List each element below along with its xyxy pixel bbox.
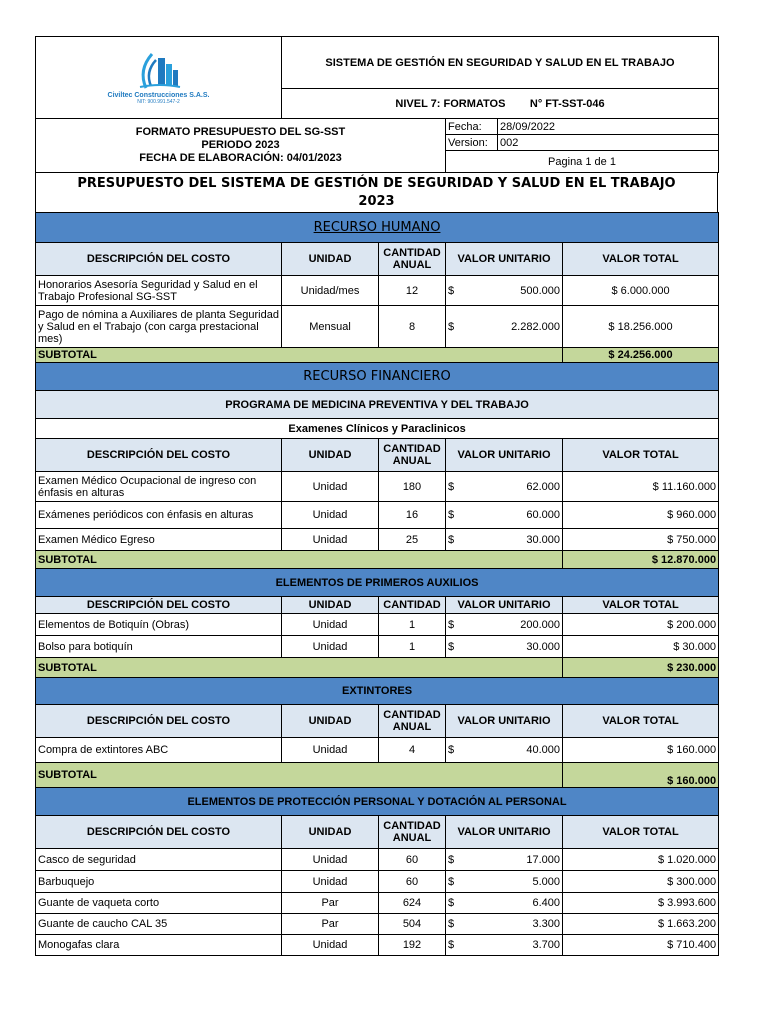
- budget-sheet: [35, 36, 718, 956]
- subprogram-title: Examenes Clínicos y Paraclinicos: [36, 419, 719, 439]
- row-total: $ 1.663.200: [563, 914, 719, 935]
- currency-sign: $: [448, 897, 455, 909]
- row-total: $ 750.000: [563, 529, 719, 551]
- currency-sign: $: [448, 853, 455, 866]
- section-extintores: EXTINTORES: [36, 678, 719, 705]
- format-period: PERIODO 2023: [201, 139, 280, 151]
- unit-value-amount: 500.000: [520, 284, 560, 297]
- col-unit-value: VALOR UNITARIO: [446, 439, 563, 472]
- row-total: $ 960.000: [563, 502, 719, 529]
- row-unit-value: [446, 472, 563, 502]
- row-qty: 25: [379, 529, 446, 551]
- main-title-line2: 2023: [358, 193, 395, 209]
- unit-value-amount: 5.000: [532, 875, 560, 888]
- col-total: VALOR TOTAL: [563, 705, 719, 738]
- currency-sign: $: [448, 284, 455, 297]
- row-unit-value: [446, 871, 563, 893]
- row-total: $ 710.400: [563, 935, 719, 956]
- format-elaboration: FECHA DE ELABORACIÓN: 04/01/2023: [139, 152, 342, 164]
- row-unit: Unidad: [282, 614, 379, 636]
- currency-sign: $: [448, 618, 455, 631]
- col-unit: UNIDAD: [282, 705, 379, 738]
- subtotal-row: [36, 348, 719, 363]
- row-desc: Bolso para botiquín: [36, 636, 282, 658]
- unit-value-amount: 2.282.000: [511, 320, 560, 333]
- row-desc: Exámenes periódicos con énfasis en alturas: [36, 502, 282, 529]
- row-unit-value: [446, 738, 563, 763]
- level-code: [282, 89, 719, 119]
- unit-value-amount: 30.000: [526, 533, 560, 546]
- subtotal-row: [36, 658, 719, 678]
- currency-sign: $: [448, 480, 455, 493]
- format-code: N° FT-SST-046: [529, 97, 605, 110]
- col-unit: UNIDAD: [282, 816, 379, 849]
- row-desc: Guante de vaqueta corto: [36, 893, 282, 914]
- table-row: [36, 935, 719, 956]
- col-qty: CANTIDAD ANUAL: [379, 439, 446, 472]
- row-desc: Examen Médico Egreso: [36, 529, 282, 551]
- main-title-cell: [36, 173, 718, 213]
- subtotal-value: $ 230.000: [563, 658, 719, 678]
- row-total: $ 200.000: [563, 614, 719, 636]
- row-qty: 8: [379, 306, 446, 348]
- currency-sign: $: [448, 320, 455, 333]
- version-label: Version:: [446, 135, 498, 151]
- unit-value-amount: 3.300: [532, 918, 560, 930]
- row-qty: 504: [379, 914, 446, 935]
- unit-value-amount: 30.000: [526, 640, 560, 653]
- page-indicator: Pagina 1 de 1: [446, 151, 719, 173]
- table-row: [36, 306, 719, 348]
- col-qty: CANTIDAD ANUAL: [379, 816, 446, 849]
- unit-value-amount: 60.000: [526, 509, 560, 521]
- col-desc: DESCRIPCIÓN DEL COSTO: [36, 705, 282, 738]
- main-title-line1: PRESUPUESTO DEL SISTEMA DE GESTIÓN DE SEGURIDAD Y SALUD EN EL TRABAJO: [77, 175, 676, 191]
- row-unit-value: [446, 306, 563, 348]
- unit-value-amount: 6.400: [532, 897, 560, 909]
- col-unit-value: VALOR UNITARIO: [446, 816, 563, 849]
- currency-sign: $: [448, 533, 455, 546]
- col-unit: UNIDAD: [282, 243, 379, 276]
- col-total: VALOR TOTAL: [563, 597, 719, 614]
- col-unit: UNIDAD: [282, 597, 379, 614]
- row-unit: Unidad: [282, 472, 379, 502]
- row-total: $ 30.000: [563, 636, 719, 658]
- company-name: Civiltec Construcciones S.A.S.: [107, 92, 210, 99]
- row-desc: Barbuquejo: [36, 871, 282, 893]
- table-row: [36, 502, 719, 529]
- col-desc: DESCRIPCIÓN DEL COSTO: [36, 816, 282, 849]
- row-unit: Unidad: [282, 502, 379, 529]
- row-unit: Unidad: [282, 738, 379, 763]
- table-row: [36, 738, 719, 763]
- subtotal-label: SUBTOTAL: [36, 763, 563, 788]
- col-total: VALOR TOTAL: [563, 439, 719, 472]
- format-info: [35, 118, 719, 173]
- subtotal-row: [36, 763, 719, 788]
- row-desc: Monogafas clara: [36, 935, 282, 956]
- table-row: [36, 914, 719, 935]
- section-primeros-auxilios: ELEMENTOS DE PRIMEROS AUXILIOS: [36, 569, 719, 597]
- row-desc: Examen Médico Ocupacional de ingreso con énfasis en alturas: [36, 472, 282, 502]
- col-unit: UNIDAD: [282, 439, 379, 472]
- row-qty: 192: [379, 935, 446, 956]
- row-unit: Par: [282, 893, 379, 914]
- row-qty: 624: [379, 893, 446, 914]
- row-unit: Unidad: [282, 529, 379, 551]
- row-qty: 60: [379, 849, 446, 871]
- row-desc: Compra de extintores ABC: [36, 738, 282, 763]
- budget-table: [35, 212, 719, 956]
- row-qty: 16: [379, 502, 446, 529]
- currency-sign: $: [448, 509, 455, 521]
- subtotal-row: [36, 551, 719, 569]
- building-logo-icon: [136, 50, 182, 90]
- table-row: [36, 529, 719, 551]
- row-unit-value: [446, 893, 563, 914]
- row-qty: 1: [379, 636, 446, 658]
- row-desc: Guante de caucho CAL 35: [36, 914, 282, 935]
- fecha-label: Fecha:: [446, 119, 498, 135]
- currency-sign: $: [448, 918, 455, 930]
- format-title: FORMATO PRESUPUESTO DEL SG-SST: [135, 126, 346, 138]
- subtotal-label: SUBTOTAL: [36, 551, 563, 569]
- table-row: [36, 849, 719, 871]
- currency-sign: $: [448, 875, 455, 888]
- row-desc: Elementos de Botiquín (Obras): [36, 614, 282, 636]
- row-qty: 1: [379, 614, 446, 636]
- company-logo: [36, 37, 282, 119]
- row-total: $ 1.020.000: [563, 849, 719, 871]
- row-total: $ 18.256.000: [563, 306, 719, 348]
- main-title: [35, 172, 718, 213]
- row-total: $ 300.000: [563, 871, 719, 893]
- row-total: $ 3.993.600: [563, 893, 719, 914]
- subtotal-value: $ 24.256.000: [563, 348, 719, 363]
- program-title: PROGRAMA DE MEDICINA PREVENTIVA Y DEL TRABAJO: [36, 391, 719, 419]
- col-qty: CANTIDAD ANUAL: [379, 705, 446, 738]
- col-qty: CANTIDAD: [379, 597, 446, 614]
- subtotal-label: SUBTOTAL: [36, 348, 563, 363]
- row-unit-value: [446, 849, 563, 871]
- row-total: $ 11.160.000: [563, 472, 719, 502]
- row-desc: Casco de seguridad: [36, 849, 282, 871]
- col-desc: DESCRIPCIÓN DEL COSTO: [36, 597, 282, 614]
- row-unit: Unidad: [282, 636, 379, 658]
- company-nit: NIT: 900.991.547-2: [137, 99, 180, 105]
- col-unit-value: VALOR UNITARIO: [446, 243, 563, 276]
- row-unit-value: [446, 935, 563, 956]
- table-row: [36, 472, 719, 502]
- row-unit: Unidad: [282, 935, 379, 956]
- row-qty: 12: [379, 276, 446, 306]
- col-unit-value: VALOR UNITARIO: [446, 705, 563, 738]
- col-desc: DESCRIPCIÓN DEL COSTO: [36, 439, 282, 472]
- section-recurso-financiero: RECURSO FINANCIERO: [36, 363, 719, 391]
- table-row: [36, 893, 719, 914]
- unit-value-amount: 40.000: [526, 744, 560, 756]
- row-qty: 60: [379, 871, 446, 893]
- row-unit-value: [446, 636, 563, 658]
- table-row: [36, 871, 719, 893]
- col-desc: DESCRIPCIÓN DEL COSTO: [36, 243, 282, 276]
- subtotal-value: $ 160.000: [563, 763, 719, 788]
- row-unit-value: [446, 276, 563, 306]
- row-unit: Unidad/mes: [282, 276, 379, 306]
- col-total: VALOR TOTAL: [563, 243, 719, 276]
- section-epp: ELEMENTOS DE PROTECCIÓN PERSONAL Y DOTACIÓN AL PERSONAL: [36, 788, 719, 816]
- subtotal-value: $ 12.870.000: [563, 551, 719, 569]
- row-desc: Honorarios Asesoría Seguridad y Salud en el Trabajo Profesional SG-SST: [36, 276, 282, 306]
- table-row: [36, 636, 719, 658]
- currency-sign: $: [448, 640, 455, 653]
- row-qty: 4: [379, 738, 446, 763]
- row-unit-value: [446, 529, 563, 551]
- row-desc: Pago de nómina a Auxiliares de planta Seguridad y Salud en el Trabajo (con carga prestacional mes): [36, 306, 282, 348]
- unit-value-amount: 200.000: [520, 618, 560, 631]
- version-value: 002: [498, 135, 719, 151]
- table-row: [36, 614, 719, 636]
- row-unit: Par: [282, 914, 379, 935]
- currency-sign: $: [448, 744, 455, 756]
- row-unit-value: [446, 914, 563, 935]
- row-total: $ 160.000: [563, 738, 719, 763]
- row-qty: 180: [379, 472, 446, 502]
- col-unit-value: VALOR UNITARIO: [446, 597, 563, 614]
- col-total: VALOR TOTAL: [563, 816, 719, 849]
- row-unit: Unidad: [282, 871, 379, 893]
- row-total: $ 6.000.000: [563, 276, 719, 306]
- row-unit-value: [446, 502, 563, 529]
- currency-sign: $: [448, 939, 455, 951]
- level-label: NIVEL 7: FORMATOS: [395, 97, 506, 110]
- system-title: SISTEMA DE GESTIÓN EN SEGURIDAD Y SALUD EN EL TRABAJO: [282, 37, 719, 89]
- section-recurso-humano: RECURSO HUMANO: [36, 213, 719, 243]
- row-unit-value: [446, 614, 563, 636]
- unit-value-amount: 3.700: [532, 939, 560, 951]
- col-qty: CANTIDAD ANUAL: [379, 243, 446, 276]
- fecha-value: 28/09/2022: [498, 119, 719, 135]
- table-row: [36, 276, 719, 306]
- row-unit: Mensual: [282, 306, 379, 348]
- subtotal-label: SUBTOTAL: [36, 658, 563, 678]
- unit-value-amount: 62.000: [526, 480, 560, 493]
- format-title-block: [36, 119, 446, 173]
- unit-value-amount: 17.000: [526, 853, 560, 866]
- row-unit: Unidad: [282, 849, 379, 871]
- document-header: [35, 36, 719, 119]
